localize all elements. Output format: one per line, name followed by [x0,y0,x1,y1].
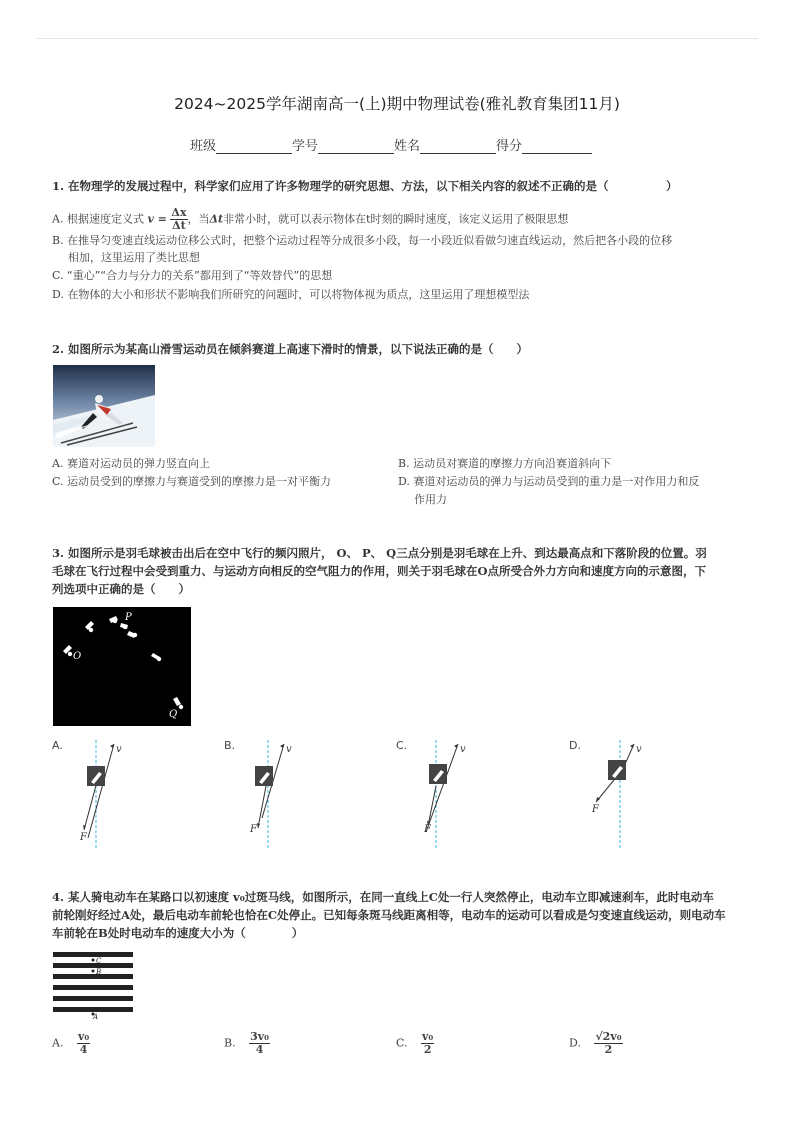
q1-stem: 1. 在物理学的发展过程中，科学家们应用了许多物理学的研究思想、方法，以下相关内容的叙述不正确的是（ ） [52,179,678,193]
score-label: 得分 [496,139,523,154]
q2-c-text: 运动员受到的摩擦力与赛道受到的摩擦力是一对平衡力 [67,475,332,488]
delta-t-symbol: Δt [209,212,224,226]
q3-option-b-diagram[interactable] [240,738,310,853]
name-blank[interactable] [420,139,496,154]
option-letter: A. [52,457,64,470]
q2-d-text: 赛道对运动员的弹力与运动员受到的重力是一对作用力和反 [413,475,700,488]
q4-option-c[interactable] [396,1031,434,1056]
q2-option-d[interactable] [398,473,699,491]
q1-d-text: 在物体的大小和形状不影响我们所研究的问题时，可以将物体视为质点，这里运用了理想模型法 [67,288,530,301]
q1-a-text-post: 非常小时，就可以表示物体在t时刻的瞬时速度，该定义运用了极限思想 [223,212,569,226]
velocity-fraction [170,207,187,232]
q1-a-text-pre: 根据速度定义式 [66,212,144,226]
q4-d-fraction [594,1031,622,1056]
q3-stem-line2: 毛球在飞行过程中会受到重力、与运动方向相反的空气阻力的作用，则关于羽毛球在O点所受合外力方向和速度方向的示意图，下 [52,564,707,578]
q3-option-d-diagram[interactable] [586,738,656,853]
header-divider [36,38,758,39]
fraction-denominator: 2 [423,1043,432,1056]
q2-option-b[interactable] [398,455,611,473]
class-blank[interactable] [216,139,292,154]
force-label: F [424,824,431,835]
velocity-label: v [116,744,122,755]
point-b-label: B [96,968,102,976]
q1-a-text-mid: ，当 [187,212,210,226]
q1-option-c[interactable] [52,267,332,285]
q1-option-a[interactable] [52,207,568,232]
q4-stem-line2: 前轮刚好经过A处，最后电动车前轮也恰在C处停止。已知每条斑马线距离相等，电动车的运动可以看成是匀变速直线运动，则电动车 [52,908,726,922]
fraction-numerator: v₀ [77,1030,90,1043]
student-no-label: 学号 [292,139,319,154]
q4-option-d[interactable] [569,1031,623,1056]
option-letter: C. [396,1036,408,1050]
skier-photo [53,365,155,447]
fraction-denominator: 2 [604,1043,613,1056]
q3-option-a-diagram[interactable] [70,738,140,853]
option-letter: C. [52,475,64,488]
q1-b-text: 在推导匀变速直线运动位移公式时，把整个运动过程等分成很多小段，每一小段近似看做匀速直线运动，然后把各小段的位移 [67,234,673,247]
option-letter: D. [398,475,410,488]
point-q-label: Q [169,709,178,720]
option-letter: B. [398,457,410,470]
q3-option-d-letter[interactable]: D. [569,739,581,752]
fraction-numerator: 3v₀ [250,1030,269,1043]
q3-option-c-letter[interactable]: C. [396,739,408,752]
velocity-label: v [286,744,292,755]
crosswalk-diagram [53,950,133,1020]
fraction-denominator: 4 [79,1043,88,1056]
option-letter: B. [52,234,64,247]
point-a-label: A [93,1013,99,1020]
student-info-row [190,135,592,154]
q2-option-a[interactable] [52,455,210,473]
class-label: 班级 [190,139,217,154]
velocity-symbol: v = [147,212,167,226]
score-field[interactable] [496,135,592,154]
score-blank[interactable] [522,139,592,154]
velocity-label: v [460,744,466,755]
name-field[interactable] [394,135,496,154]
q4-option-a[interactable] [52,1031,90,1056]
q2-b-text: 运动员对赛道的摩擦力方向沿赛道斜向下 [413,457,612,470]
q4-option-b[interactable] [224,1031,270,1056]
option-letter: D. [569,1036,581,1050]
shuttlecock-photo [53,607,191,726]
q1-c-text: “重心”“合力与分力的关系”都用到了“等效替代”的思想 [67,269,333,282]
q3-option-c-diagram[interactable] [414,738,484,853]
q2-a-text: 赛道对运动员的弹力竖直向上 [66,457,210,470]
velocity-label: v [636,744,642,755]
point-p-label: P [125,612,132,623]
name-label: 姓名 [394,139,421,154]
student-no-blank[interactable] [318,139,394,154]
q4-stem-line1: 4. 某人骑电动车在某路口以初速度 v₀过斑马线，如图所示，在同一直线上C处一行人突然停止，电动车立即减速刹车，此时电动车 [52,890,714,904]
class-field[interactable] [190,135,292,154]
q2-option-c[interactable] [52,473,331,491]
force-label: F [592,804,599,815]
option-letter: B. [224,1036,236,1050]
option-letter: C. [52,269,64,282]
q3-option-a-letter[interactable]: A. [52,739,63,752]
q4-a-fraction [77,1031,90,1056]
q3-stem-line3: 列选项中正确的是（ ） [52,582,190,596]
q2-stem: 2. 如图所示为某高山滑雪运动员在倾斜赛道上高速下滑时的情景，以下说法正确的是（ ） [52,342,529,356]
q1-option-d[interactable] [52,286,529,304]
student-no-field[interactable] [292,135,394,154]
option-letter: D. [52,288,64,301]
q2-option-d-cont: 作用力 [414,493,447,506]
q1-option-b[interactable] [52,232,672,250]
q3-stem-line1: 3. 如图所示是羽毛球被击出后在空中飞行的频闪照片， O、 P、 Q三点分别是羽毛球在上升、到达最高点和下落阶段的位置。羽 [52,546,707,560]
option-letter: A. [52,1036,64,1050]
q3-option-b-letter[interactable]: B. [224,739,236,752]
q4-stem-line3: 车前轮在B处时电动车的速度大小为（ ） [52,926,304,940]
fraction-numerator: √2v₀ [595,1030,622,1043]
option-letter: A. [52,212,64,226]
q4-c-fraction [421,1031,434,1056]
fraction-numerator: Δx [171,206,187,219]
q1-option-b-cont: 相加，这里运用了类比思想 [68,251,200,264]
point-o-label: O [73,651,82,662]
fraction-denominator: Δt [172,219,186,232]
point-c-label: C [96,957,102,965]
force-label: F [250,824,257,835]
q4-b-fraction [249,1031,270,1056]
page-title: 2024~2025学年湖南高一(上)期中物理试卷(雅礼教育集团11月) [174,95,620,113]
fraction-denominator: 4 [255,1043,264,1056]
force-label: F [80,832,87,843]
fraction-numerator: v₀ [422,1030,434,1043]
